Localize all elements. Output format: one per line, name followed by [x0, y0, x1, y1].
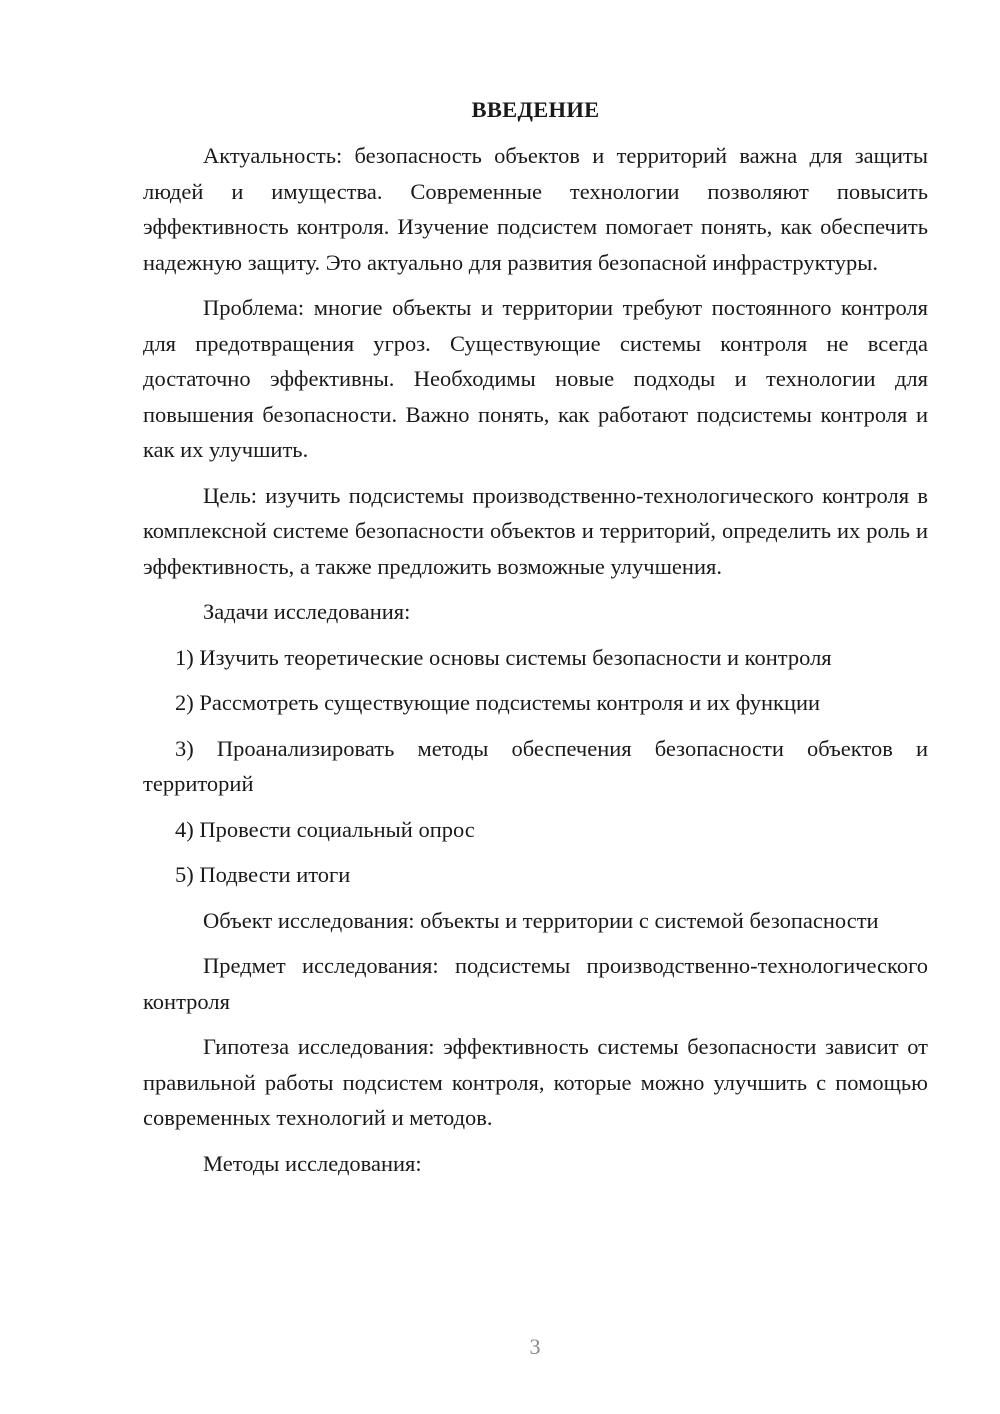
list-item-task-1: 1) Изучить теоретические основы системы безопасности и контроля	[175, 644, 832, 670]
paragraph-hypothesis: Гипотеза исследования: эффективность системы безопасности зависит от правильной работы подсистем контроля, которые можно улучшить с помощью современных технологий и методов.	[143, 1034, 928, 1130]
methods-heading: Методы исследования:	[203, 1150, 422, 1176]
tasks-heading: Задачи исследования:	[203, 599, 411, 624]
list-item-task-5: 5) Подвести итоги	[175, 862, 351, 887]
paragraph-relevance: Актуальность: безопасность объектов и территорий важна для защиты людей и имущества. Современные технологии позволяют повысить эффективность контроля. Изучение подсистем помогает понять, как обеспечить надежную защиту. Это актуально для развития безопасной инфраструктуры.	[143, 143, 928, 275]
section-title: ВВЕДЕНИЕ	[471, 97, 600, 122]
paragraph-object: Объект исследования: объекты и территории с системой безопасности	[203, 907, 879, 933]
page-content	[143, 92, 928, 1191]
page-number: 3	[529, 1334, 541, 1359]
list-item-task-4: 4) Провести социальный опрос	[175, 816, 475, 842]
list-item-task-2: 2) Рассмотреть существующие подсистемы контроля и их функции	[175, 690, 821, 715]
paragraph-subject: Предмет исследования: подсистемы производственно-технологического контроля	[143, 953, 928, 1014]
paragraph-problem: Проблема: многие объекты и территории требуют постоянного контроля для предотвращения угроз. Существующие системы контроля не всегда достаточно эффективны. Необходимы новые подходы и технологии для повышения безопасности. Важно понять, как работают подсистемы контроля и как их улучшить.	[143, 295, 928, 462]
list-item-task-3: 3) Проанализировать методы обеспечения безопасности объектов и территорий	[143, 735, 928, 796]
paragraph-goal: Цель: изучить подсистемы производственно-технологического контроля в комплексной системе безопасности объектов и территорий, определить их роль и эффективность, а также предложить возможные улучшения.	[143, 482, 928, 579]
